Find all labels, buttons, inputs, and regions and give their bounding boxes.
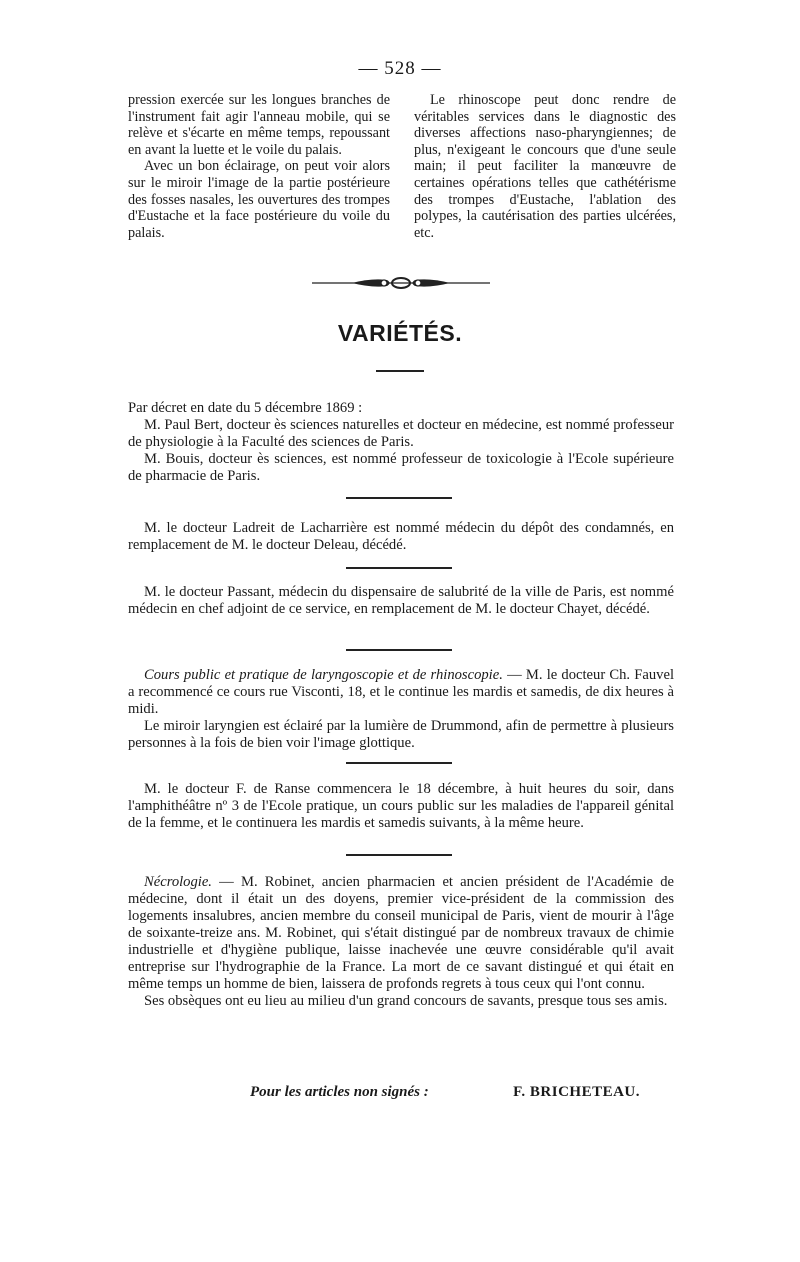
ranse-block [128, 781, 674, 832]
necrologie-label: Nécrologie. [144, 874, 212, 890]
decree-bouis: M. Bouis, docteur ès sciences, est nommé professeur de toxicologie à l'Ecole supérieure de pharmacie de Paris. [128, 451, 674, 484]
divider-rule-1 [346, 497, 452, 499]
divider-rule-4 [346, 762, 452, 764]
decree-intro: Par décret en date du 5 décembre 1869 : [128, 400, 363, 416]
necrologie-text: — M. Robinet, ancien pharmacien et ancien président de l'Académie de médecine, dont il était un des doyens, premier vice-président de la commission des logements insalubres, ancien membre du conseil municipal de Paris, vient de mourir à l'âge de soixante-treize ans. M. Robinet, qui s'était distingué par de nombreux travaux de chimie industrielle et d'hygiène publique, laisse inachevée une œuvre considérable qu'il avait entreprise sur l'hydrographie de la France. La mort de ce savant distingué et qui était en même temps un homme de bien, laissera de profonds regrets à tous ceux qui l'ont connu. [128, 874, 674, 992]
decree-block [128, 400, 674, 485]
page-number: — 528 — [358, 58, 442, 79]
decree-bert: M. Paul Bert, docteur ès sciences naturelles et docteur en médecine, est nommé professeur de physiologie à la Faculté des sciences de Paris. [128, 417, 674, 450]
section-title: VARIÉTÉS. [337, 320, 463, 346]
footer-author: F. BRICHETEAU. [513, 1084, 640, 1100]
passant-block [128, 584, 674, 618]
footer-label: Pour les articles non signés : [250, 1084, 429, 1100]
divider-rule-5 [346, 854, 452, 856]
necrologie-paragraph [128, 874, 674, 993]
divider-rule-3 [346, 649, 452, 651]
right-column [414, 92, 676, 241]
cours-text: — M. le docteur Ch. Fauvel a recommencé ce cours rue Visconti, 18, et le continue les mardis et samedis, de dix heures à midi. [128, 667, 675, 717]
ornament-divider-icon [312, 274, 490, 292]
cours-title: Cours public et pratique de laryngoscopie et de rhinoscopie. [144, 667, 503, 683]
left-paragraph-2: Avec un bon éclairage, on peut voir alors sur le miroir l'image de la partie postérieure des fosses nasales, les ouvertures des trompes d'Eustache et la face postérieure du voile du palais. [128, 158, 390, 241]
ladreit-paragraph: M. le docteur Ladreit de Lacharrière est nommé médecin du dépôt des condamnés, en remplacement de M. le docteur Deleau, décédé. [128, 520, 674, 553]
cours-block [128, 667, 674, 752]
cours-paragraph-2: Le miroir laryngien est éclairé par la lumière de Drummond, afin de permettre à plusieurs personnes à la fois de bien voir l'image glottique. [128, 718, 674, 751]
cours-paragraph [128, 667, 674, 718]
two-column-section [128, 92, 676, 241]
title-underline [376, 370, 424, 372]
signature-footer [250, 1084, 640, 1101]
left-column [128, 92, 390, 241]
divider-rule-2 [346, 567, 452, 569]
right-paragraph-1: Le rhinoscope peut donc rendre de véritables services dans le diagnostic des diverses affections naso-pharyngiennes; de plus, n'exigeant le concours que d'une seule main; il peut faciliter la manœuvre de certaines opérations telles que cathétérisme des trompes d'Eustache, l'ablation des polypes, la cautérisation des parties ulcérées, etc. [414, 92, 676, 241]
passant-paragraph: M. le docteur Passant, médecin du dispensaire de salubrité de la ville de Paris, est nommé médecin en chef adjoint de ce service, en remplacement de M. le docteur Chayet, décédé. [128, 584, 674, 617]
ranse-paragraph: M. le docteur F. de Ranse commencera le 18 décembre, à huit heures du soir, dans l'amphithéâtre nº 3 de l'Ecole pratique, un cours public sur les maladies de l'appareil génital de la femme, et le continuera les mardis et samedis suivants, à la même heure. [128, 781, 674, 831]
necrologie-block [128, 874, 674, 1010]
ladreit-block [128, 520, 674, 554]
necrologie-paragraph-2: Ses obsèques ont eu lieu au milieu d'un grand concours de savants, presque tous ses amis. [144, 993, 668, 1009]
left-paragraph-1: pression exercée sur les longues branches de l'instrument fait agir l'anneau mobile, qui se relève et s'écarte en même temps, repoussant en avant la luette et le voile du palais. [128, 92, 390, 158]
